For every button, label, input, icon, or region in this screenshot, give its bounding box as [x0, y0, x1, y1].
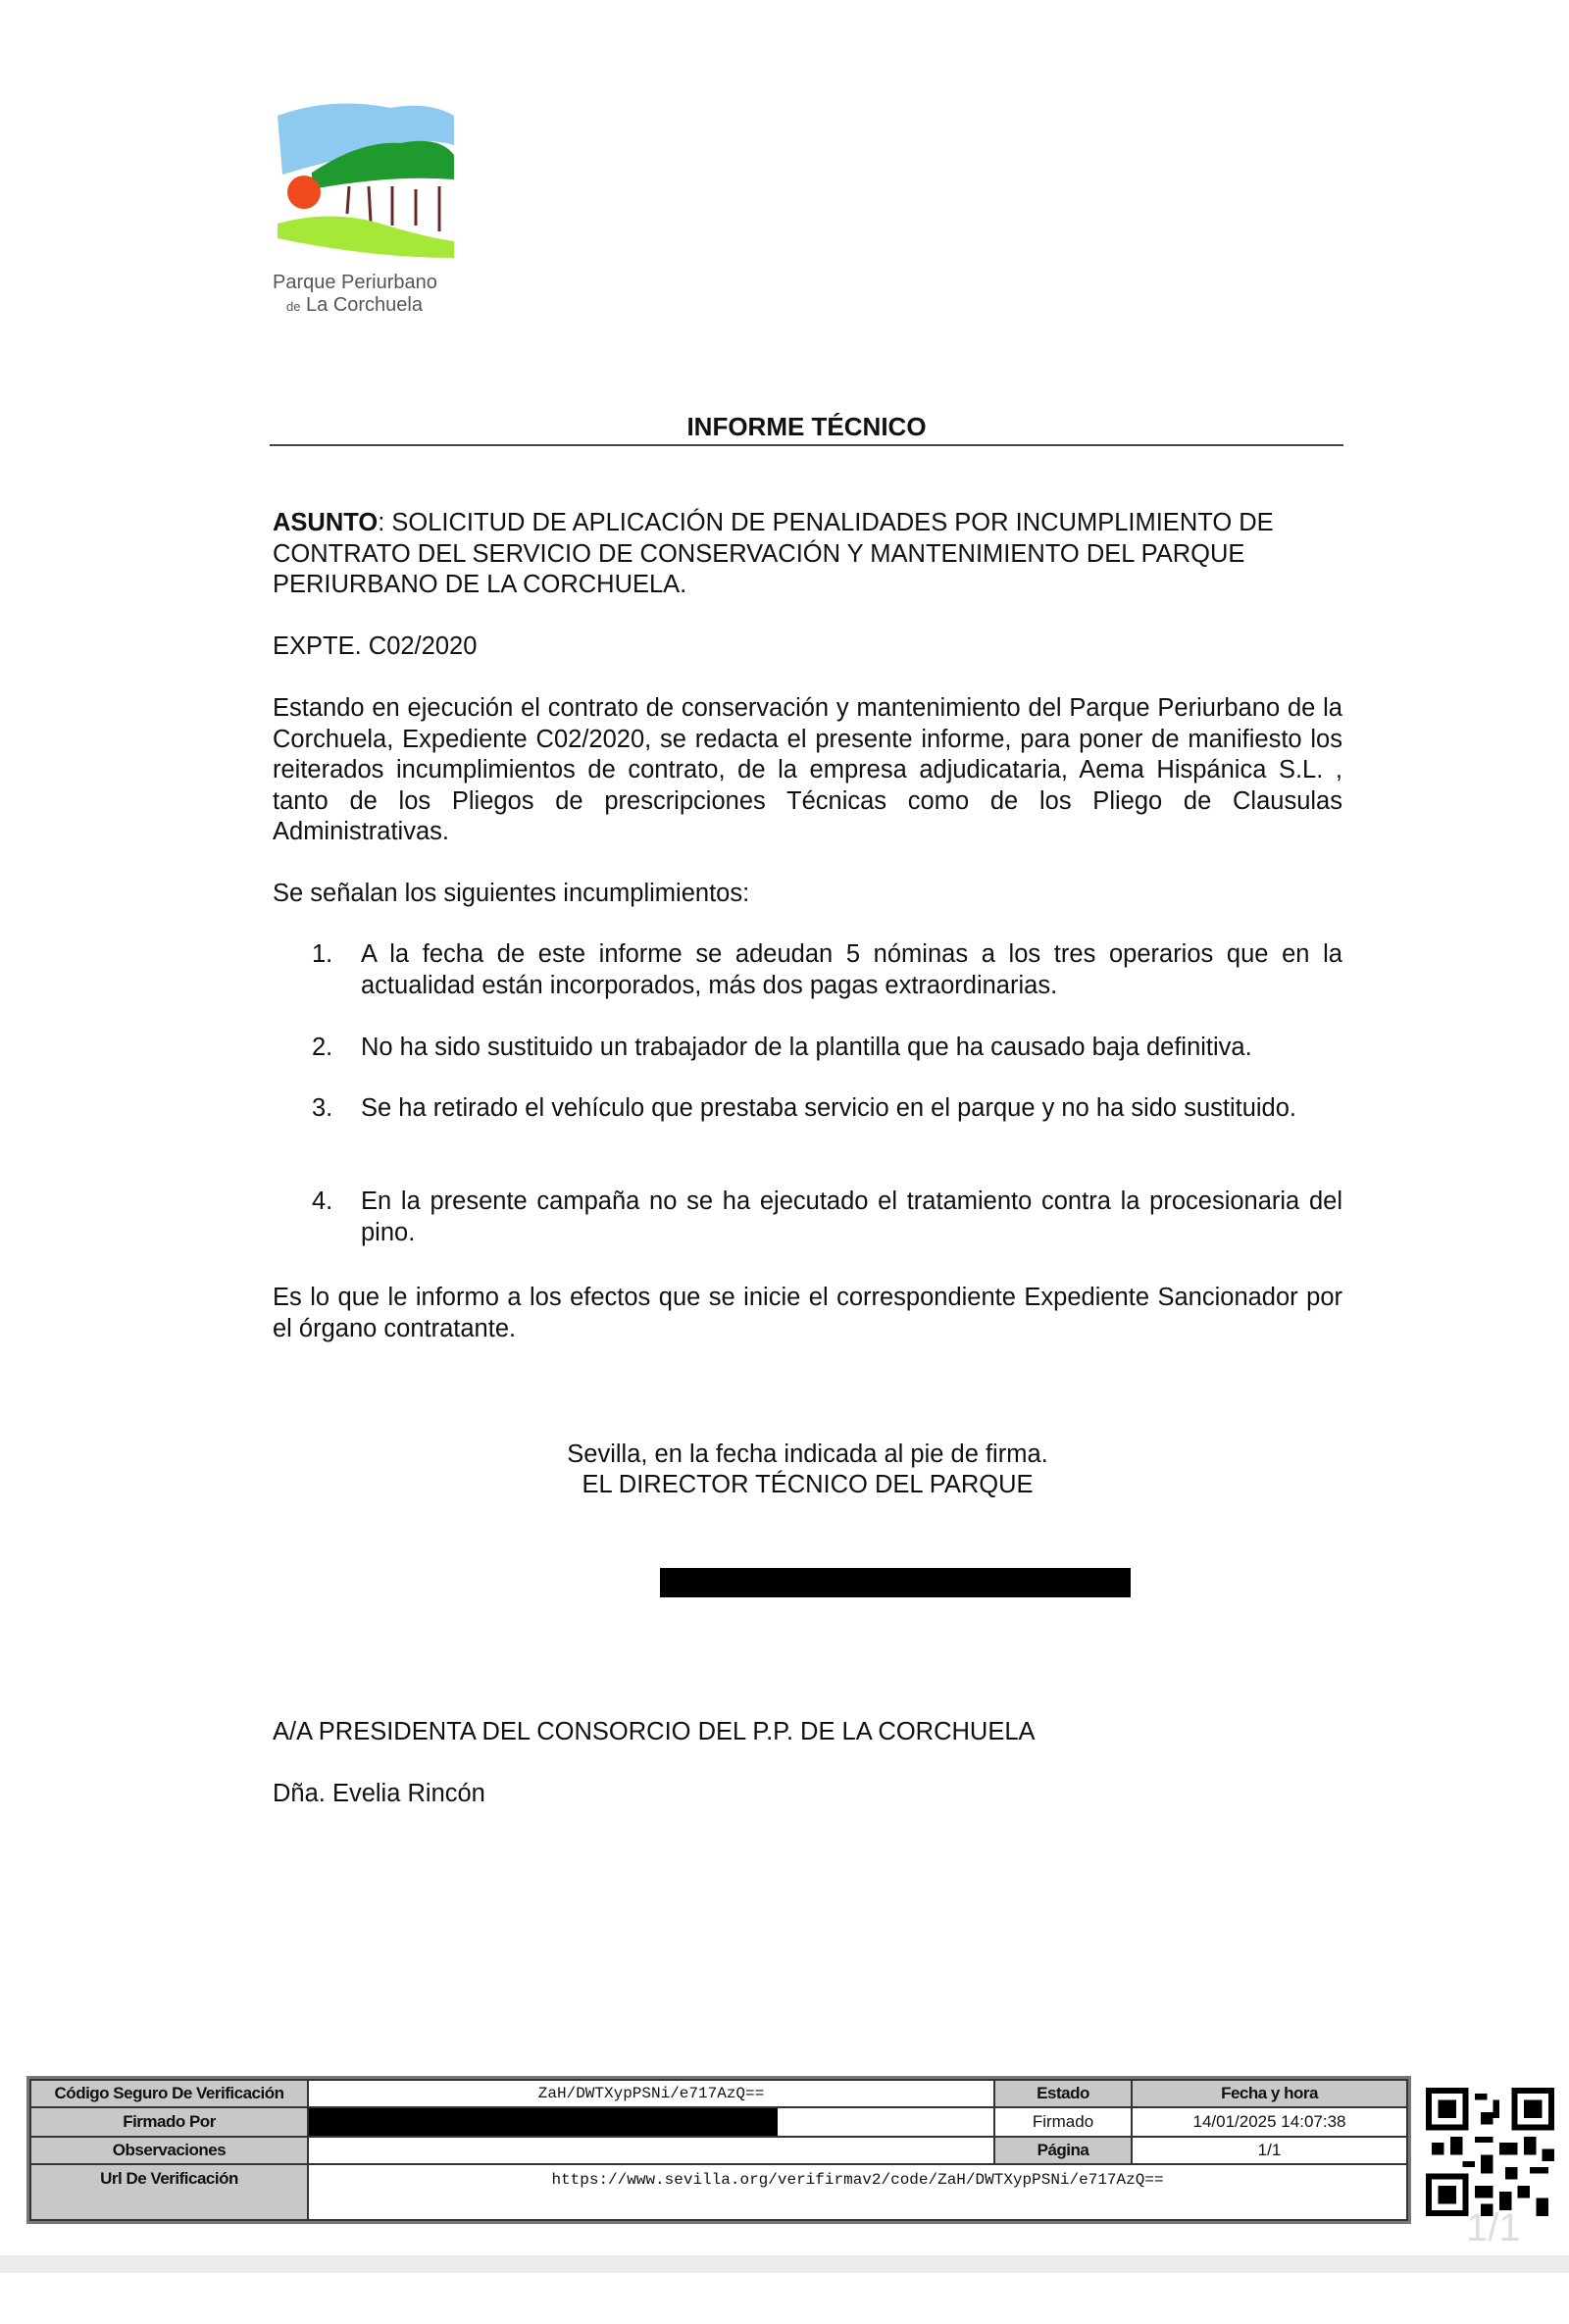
list-number: 4. — [312, 1187, 333, 1215]
csv-label: Código Seguro De Verificación — [30, 2080, 308, 2107]
conclusion-paragraph: Es lo que le informo a los efectos que se inicie el correspondiente Expediente Sancionador por el órgano contratante. — [273, 1284, 1342, 1342]
list-text: Se ha retirado el vehículo que prestaba servicio en el parque y no ha sido sustituido. — [361, 1094, 1297, 1122]
recipient-line1: A/A PRESIDENTA DEL CONSORCIO DEL P.P. DE LA CORCHUELA — [273, 1718, 1036, 1745]
observaciones-value — [308, 2137, 994, 2164]
subject-label: ASUNTO — [273, 509, 379, 536]
observaciones-label: Observaciones — [30, 2137, 308, 2164]
logo-text-line1: Parque Periurbano — [273, 272, 437, 293]
list-item — [312, 939, 1342, 1001]
logo-text-line2: La Corchuela — [306, 294, 423, 316]
verification-table — [26, 2076, 1411, 2224]
url-label: Url De Verificación — [30, 2164, 308, 2220]
estado-label: Estado — [994, 2080, 1132, 2107]
file-number: EXPTE. C02/2020 — [273, 632, 478, 660]
redacted-signer — [309, 2108, 778, 2136]
list-item — [312, 1187, 1342, 1248]
logo-graphic — [273, 96, 459, 263]
viewer-bottom-bar — [0, 2255, 1569, 2273]
subject-text: : SOLICITUD DE APLICACIÓN DE PENALIDADES POR INCUMPLIMIENTO DE CONTRATO DEL SERVICIO DE CONSERVACIÓN Y MANTENIMIENTO DEL PARQUE PERIURBANO DE LA CORCHUELA. — [273, 509, 1274, 599]
list-text: A la fecha de este informe se adeudan 5 nóminas a los tres operarios que en la actualidad están incorporados, más dos pagas extraordinarias. — [361, 940, 1342, 999]
park-logo — [273, 96, 459, 316]
estado-value: Firmado — [994, 2107, 1132, 2137]
logo-text-prefix: de — [286, 299, 301, 314]
firmado-label: Firmado Por — [30, 2107, 308, 2137]
list-item — [312, 1093, 1342, 1125]
signature-place: Sevilla, en la fecha indicada al pie de firma. — [567, 1440, 1048, 1468]
list-number: 3. — [312, 1094, 333, 1122]
fecha-label: Fecha y hora — [1132, 2080, 1407, 2107]
redacted-signature — [660, 1568, 1131, 1597]
intro-paragraph: Estando en ejecución el contrato de conservación y mantenimiento del Parque Periurbano de la Corchuela, Expediente C02/2020, se redacta el presente informe, para poner de manifiesto los reiterados incumplimientos de contrato, de la empresa adjudicataria, Aema Hispánica S.L. , tanto de los Pliegos de prescripciones Técnicas como de los Pliego de Clausulas Administrativas. — [273, 694, 1342, 846]
csv-value: ZaH/DWTXypPSNi/e717AzQ== — [308, 2080, 994, 2107]
subject — [273, 508, 1342, 601]
pagina-value: 1/1 — [1132, 2137, 1407, 2164]
page-indicator: 1/1 — [1466, 2206, 1521, 2249]
list-item — [312, 1033, 1342, 1064]
document-title: INFORME TÉCNICO — [686, 412, 927, 441]
list-number: 1. — [312, 940, 333, 968]
recipient-line2: Dña. Evelia Rincón — [273, 1780, 485, 1807]
list-text: No ha sido sustituido un trabajador de la plantilla que ha causado baja definitiva. — [361, 1034, 1252, 1061]
pagina-label: Página — [994, 2137, 1132, 2164]
list-intro: Se señalan los siguientes incumplimientos: — [273, 880, 750, 907]
title-rule — [270, 444, 1343, 446]
fecha-value: 14/01/2025 14:07:38 — [1132, 2107, 1407, 2137]
list-number: 2. — [312, 1034, 333, 1061]
list-text: En la presente campaña no se ha ejecutado el tratamiento contra la procesionaria del pino. — [361, 1187, 1342, 1246]
verification-url[interactable]: https://www.sevilla.org/verifirmav2/code/ZaH/DWTXypPSNi/e717AzQ== — [308, 2164, 1407, 2220]
signature-role: EL DIRECTOR TÉCNICO DEL PARQUE — [582, 1471, 1034, 1498]
qr-code-icon — [1426, 2088, 1554, 2216]
